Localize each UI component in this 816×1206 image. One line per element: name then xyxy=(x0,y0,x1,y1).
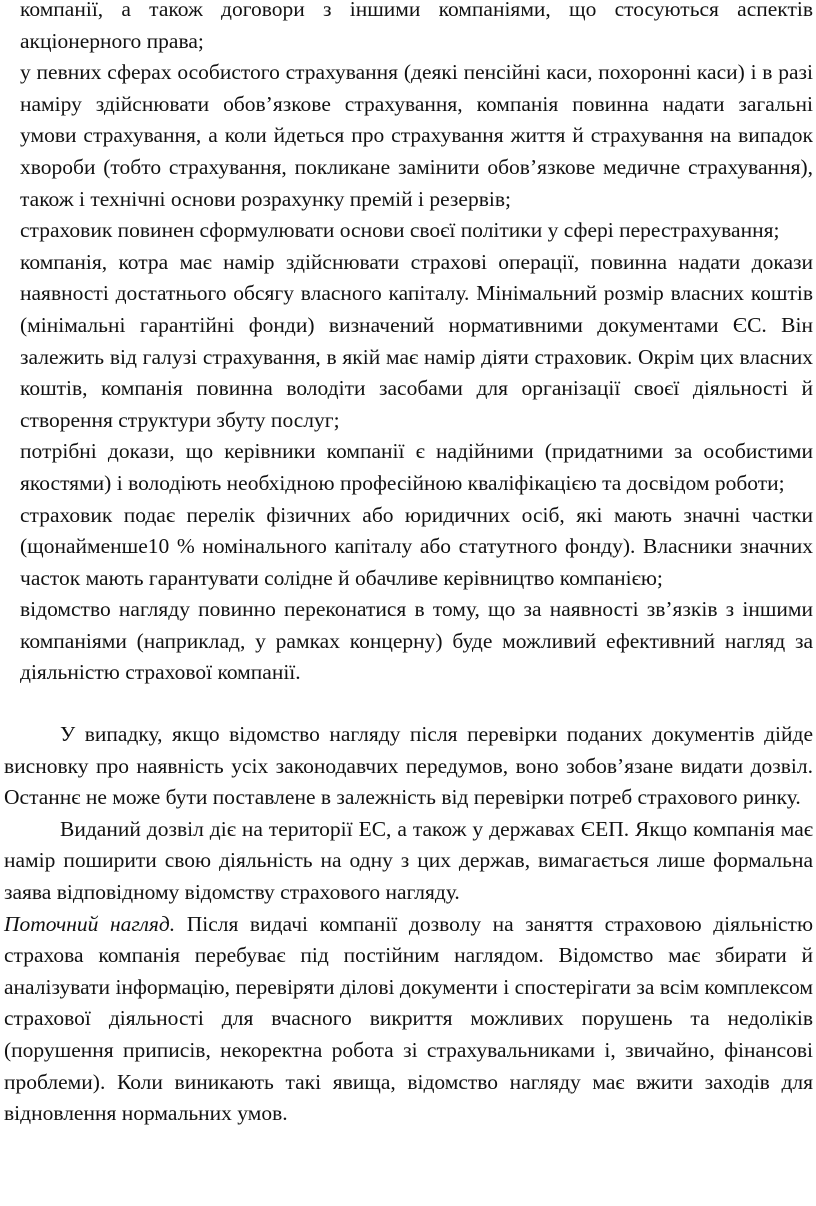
section-spacer xyxy=(4,689,813,719)
list-item: страховик повинен сформулювати основи своєї політики у сфері перестрахування; xyxy=(20,218,780,243)
list-item: у певних сферах особистого страхування (деякі пенсійні каси, похоронні каси) і в разі наміру здійснювати обов’язкове страхування, компанія повинна надати загальні умови страхування, а коли йдеться про страхування життя й страхування на випадок хвороби (тобто страхування, покликане замінити обов’язкове медичне страхування), також і технічні основи розрахунку премій і резервів; xyxy=(20,60,813,211)
requirements-list xyxy=(4,0,813,689)
term-current-supervision: Поточний нагляд. xyxy=(4,911,176,936)
list-item: потрібні докази, що керівники компанії є надійними (придатними за особистими якостями) і володіють необхідною професійною кваліфікацією та досвідом роботи; xyxy=(20,439,813,495)
paragraph-permit-validity: Виданий дозвіл діє на території ЕС, а також у державах ЄЕП. Якщо компанія має намір поширити свою діяльність на одну з цих держав, вимагається лише формальна заява відповідному відомству страхового нагляду. xyxy=(4,816,813,905)
list-item: страховик подає перелік фізичних або юридичних осіб, які мають значні частки (щонайменше10 % номінального капіталу або статутного фонду). Власники значних часток мають гарантувати солідне й обачливе керівництво компанією; xyxy=(20,502,813,590)
paragraph-permit-issuance: У випадку, якщо відомство нагляду після перевірки поданих документів дійде висновку про наявність усіх законодавчих передумов, воно зобов’язане видати дозвіл. Останнє не може бути поставлене в залежність від перевірки потреб страхового ринку. xyxy=(4,722,813,810)
paragraph-current-supervision-text: Після видачі компанії дозволу на заняття страховою діяльністю страхова компанія перебуває під постійним наглядом. Відомство має збирати й аналізувати інформацію, перевіряти ділові документи і спостерігати за всім комплексом страхової діяльності для вчасного викриття можливих порушень та недоліків (порушення приписів, некоректна робота зі страхувальниками і, звичайно, фінансові проблеми). Коли виникають такі явища, відомство нагляду має вжити заходів для відновлення нормальних умов. xyxy=(4,911,814,1126)
paragraph-current-supervision xyxy=(4,909,813,1130)
list-item: компанія, котра має намір здійснювати страхові операції, повинна надати докази наявності достатнього обсягу власного капіталу. Мінімальний розмір власних коштів (мінімальні гарантійні фонди) визначений нормативними документами ЄС. Він залежить від галузі страхування, в якій має намір діяти страховик. Окрім цих власних коштів, компанія повинна володіти засобами для організації своєї діяльності й створення структури збуту послуг; xyxy=(20,249,813,432)
list-item: компанії, а також договори з іншими компаніями, що стосуються аспектів акціонерного права; xyxy=(20,0,813,53)
list-item: відомство нагляду повинно переконатися в тому, що за наявності зв’язків з іншими компаніями (наприклад, у рамках концерну) буде можливий ефективний нагляд за діяльністю страхової компанії. xyxy=(20,597,813,685)
